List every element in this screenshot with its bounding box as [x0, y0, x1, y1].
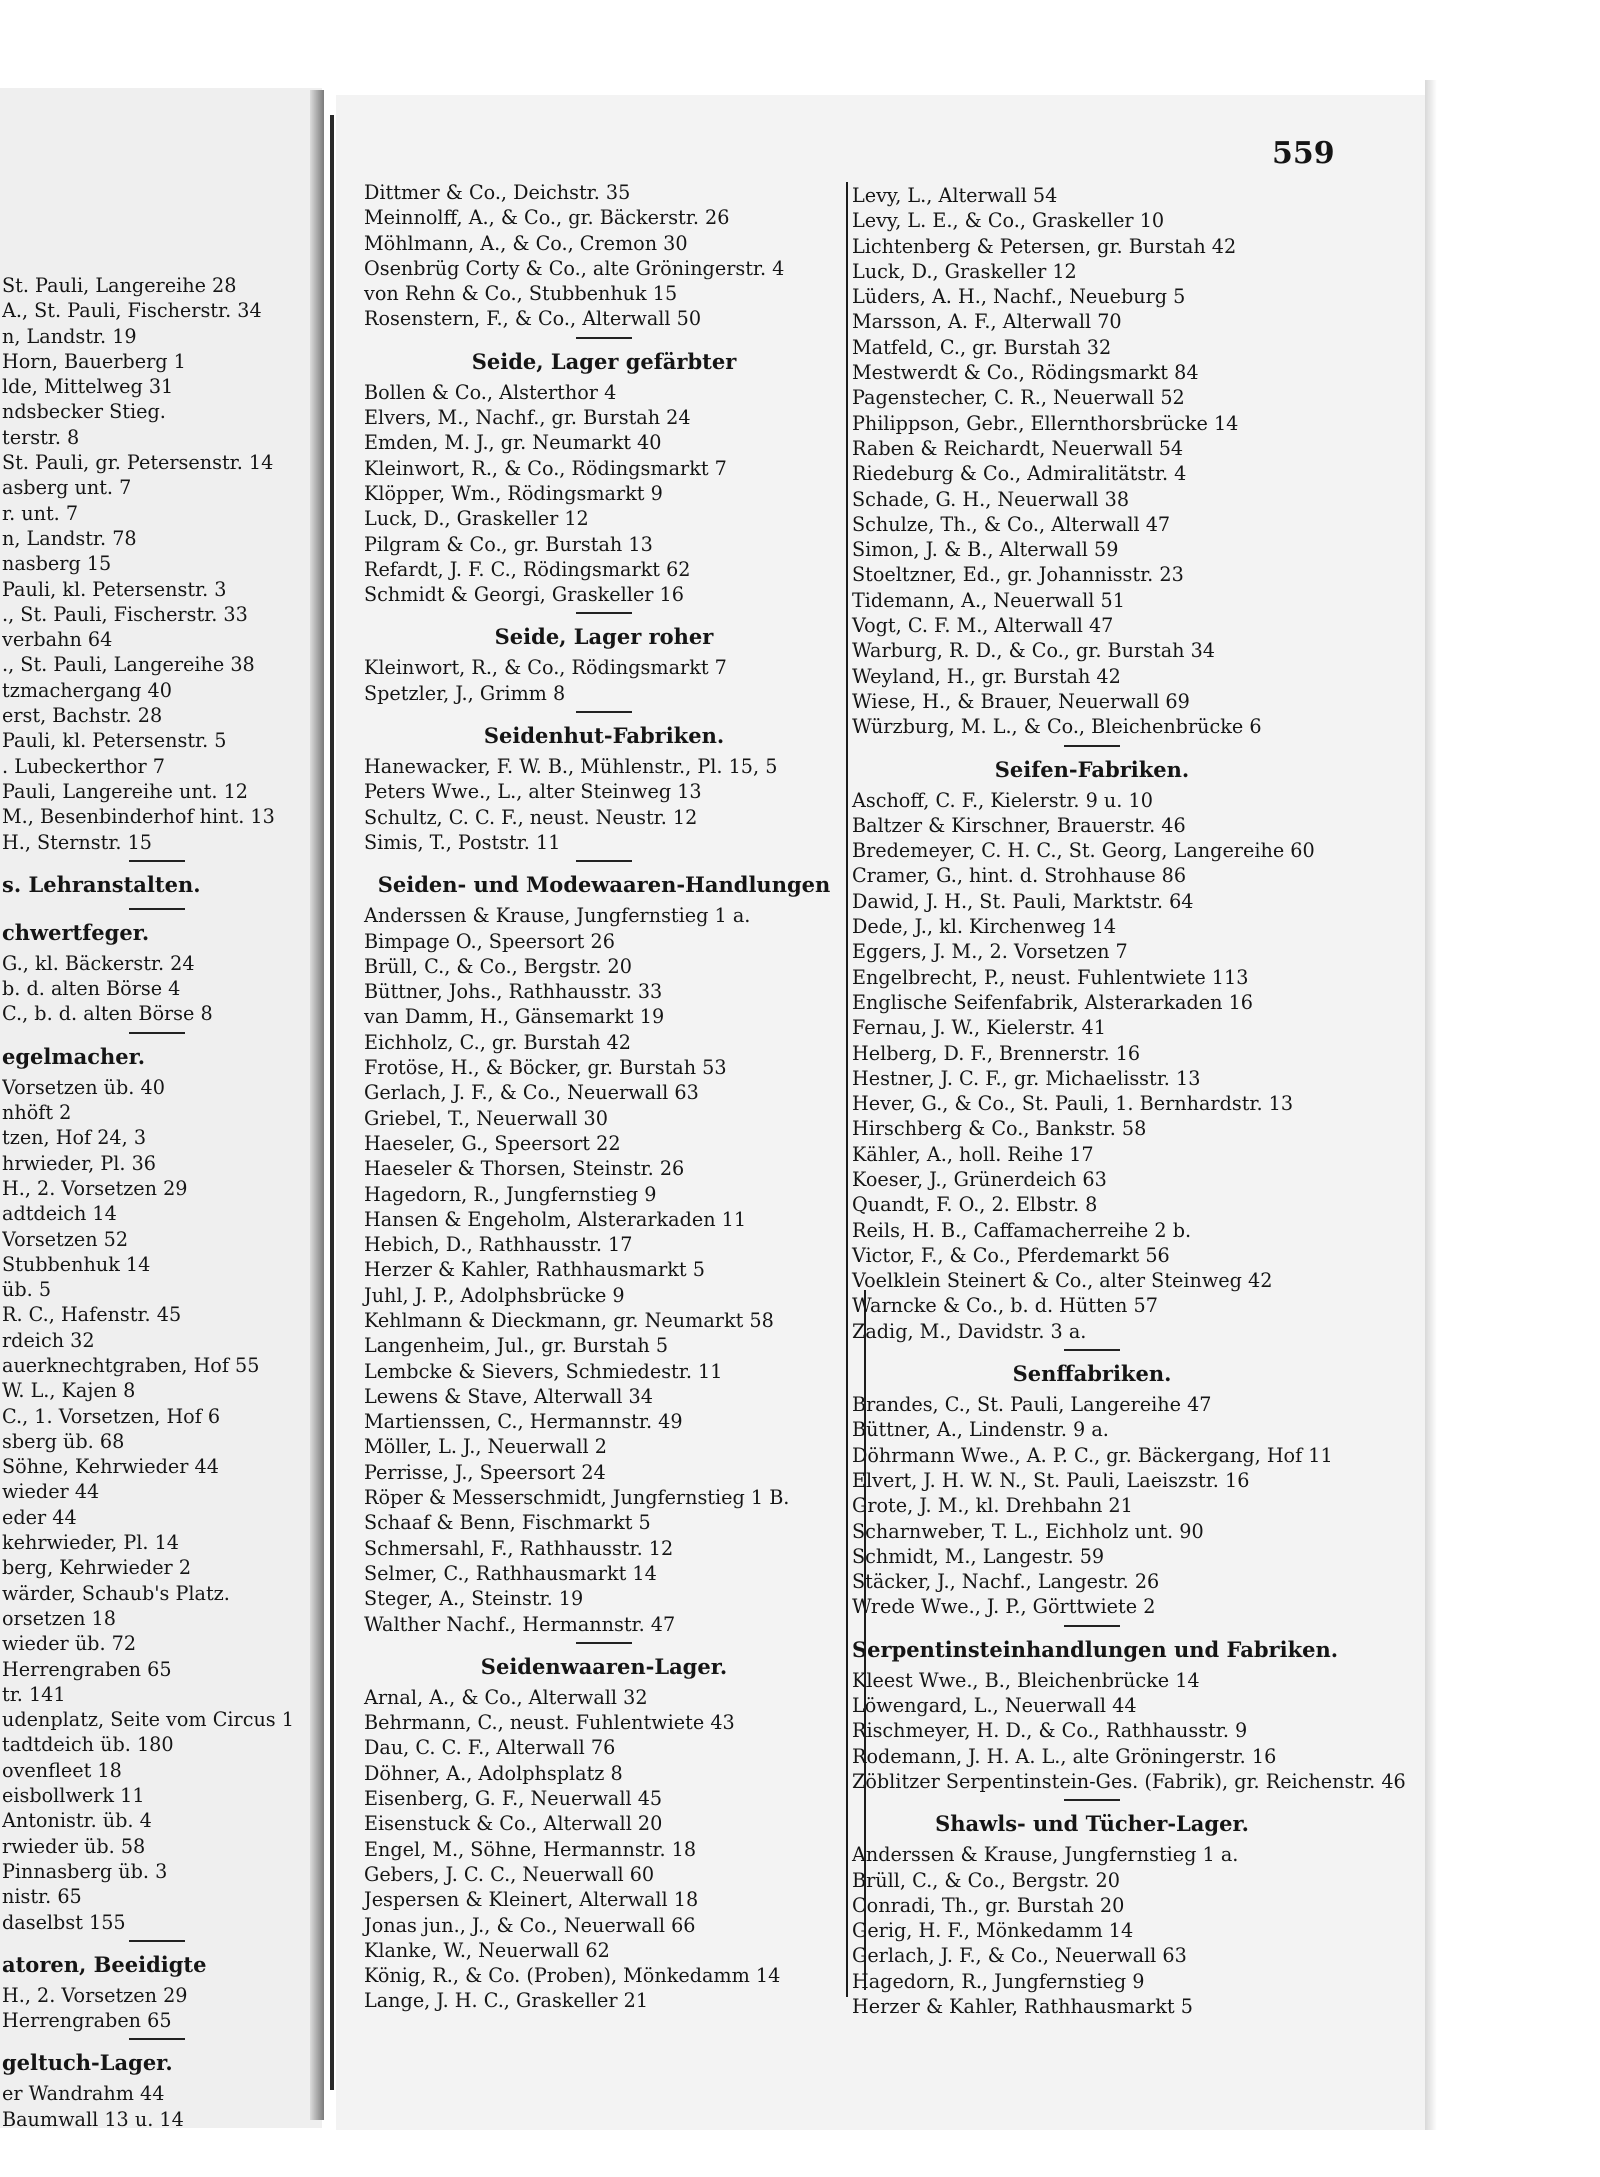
book-spine-shadow — [310, 90, 324, 2120]
directory-entry: Matfeld, C., gr. Burstah 32 — [852, 335, 1112, 359]
directory-entry: rwieder üb. 58 — [2, 1834, 146, 1858]
directory-entry: Röper & Messerschmidt, Jungfernstieg 1 B. — [364, 1486, 790, 1510]
directory-entry: Voelklein Steinert & Co., alter Steinweg 42 — [852, 1269, 1273, 1293]
directory-entry: Baumwall 13 u. 14 — [2, 2107, 184, 2128]
directory-entry: kehrwieder, Pl. 14 — [2, 1531, 179, 1555]
directory-entry: Brüll, C., & Co., Bergstr. 20 — [852, 1868, 1120, 1892]
directory-entry: Zöblitzer Serpentinstein-Ges. (Fabrik), gr. Reichenstr. 46 — [852, 1769, 1406, 1793]
directory-entry: Dau, C. C. F., Alterwall 76 — [364, 1736, 616, 1760]
directory-entry: Lange, J. H. C., Graskeller 21 — [364, 1989, 649, 2013]
section-divider — [2, 1935, 312, 1947]
section-divider — [364, 855, 844, 867]
section-heading: Seiden- und Modewaaren-Handlungen — [377, 872, 831, 898]
directory-entry: Martienssen, C., Hermannstr. 49 — [364, 1410, 683, 1434]
directory-entry: Bollen & Co., Alsterthor 4 — [364, 380, 617, 404]
right-column — [852, 183, 1406, 2019]
directory-entry: Jonas jun., J., & Co., Neuerwall 66 — [364, 1913, 696, 1937]
directory-entry: Wiese, H., & Brauer, Neuerwall 69 — [852, 689, 1190, 713]
directory-entry: Simis, T., Poststr. 11 — [364, 830, 561, 854]
directory-entry: Möller, L. J., Neuerwall 2 — [364, 1435, 607, 1459]
directory-entry: asberg unt. 7 — [2, 476, 132, 500]
directory-entry: Luck, D., Graskeller 12 — [364, 507, 589, 531]
directory-entry: Söhne, Kehrwieder 44 — [2, 1455, 219, 1479]
directory-entry: Pinnasberg üb. 3 — [2, 1859, 168, 1883]
directory-entry: Hagedorn, R., Jungfernstieg 9 — [364, 1182, 657, 1206]
directory-entry: Vorsetzen 52 — [2, 1227, 129, 1251]
directory-entry: Hansen & Engeholm, Alsterarkaden 11 — [364, 1207, 747, 1231]
section-heading: Seide, Lager roher — [494, 624, 714, 650]
directory-entry: Herrengraben 65 — [2, 2009, 172, 2033]
section-heading: geltuch-Lager. — [2, 2050, 173, 2076]
section-divider — [364, 332, 844, 344]
directory-entry: Schade, G. H., Neuerwall 38 — [852, 487, 1130, 511]
directory-entry: sberg üb. 68 — [2, 1429, 125, 1453]
directory-entry: lde, Mittelweg 31 — [2, 375, 174, 399]
directory-entry: Engelbrecht, P., neust. Fuhlentwiete 113 — [852, 965, 1249, 989]
directory-entry: udenplatz, Seite vom Circus 1 — [2, 1708, 294, 1732]
directory-entry: Emden, M. J., gr. Neumarkt 40 — [364, 431, 662, 455]
directory-entry: ndsbecker Stieg. — [2, 400, 166, 424]
directory-entry: Lüders, A. H., Nachf., Neueburg 5 — [852, 285, 1186, 309]
directory-entry: Jespersen & Kleinert, Alterwall 18 — [364, 1888, 699, 1912]
directory-entry: C., 1. Vorsetzen, Hof 6 — [2, 1404, 221, 1428]
directory-entry: Löwengard, L., Neuerwall 44 — [852, 1694, 1137, 1718]
section-heading: atoren, Beeidigte — [2, 1951, 207, 1977]
directory-entry: Pauli, kl. Petersenstr. 5 — [2, 729, 227, 753]
directory-entry: Haeseler, G., Speersort 22 — [364, 1131, 621, 1155]
directory-entry: Aschoff, C. F., Kielerstr. 9 u. 10 — [852, 788, 1153, 812]
directory-entry: Lichtenberg & Petersen, gr. Burstah 42 — [852, 234, 1237, 258]
directory-entry: Hanewacker, F. W. B., Mühlenstr., Pl. 15, 5 — [364, 755, 778, 779]
directory-entry: Klanke, W., Neuerwall 62 — [364, 1938, 610, 1962]
directory-entry: Hebich, D., Rathhausstr. 17 — [364, 1233, 633, 1257]
directory-entry: Stoeltzner, Ed., gr. Johannisstr. 23 — [852, 563, 1184, 587]
directory-entry: Würzburg, M. L., & Co., Bleichenbrücke 6 — [852, 715, 1262, 739]
directory-entry: Pauli, kl. Petersenstr. 3 — [2, 577, 227, 601]
directory-entry: G., kl. Bäckerstr. 24 — [2, 951, 195, 975]
directory-entry: Engel, M., Söhne, Hermannstr. 18 — [364, 1837, 697, 1861]
page-edge — [1425, 80, 1437, 2130]
directory-entry: Klöpper, Wm., Rödingsmarkt 9 — [364, 481, 663, 505]
section-divider — [364, 1637, 844, 1649]
directory-entry: berg, Kehrwieder 2 — [2, 1556, 192, 1580]
directory-entry: Döhrmann Wwe., A. P. C., gr. Bäckergang, Hof 11 — [852, 1443, 1333, 1467]
directory-entry: St. Pauli, gr. Petersenstr. 14 — [2, 451, 274, 475]
directory-entry: Pagenstecher, C. R., Neuerwall 52 — [852, 386, 1185, 410]
directory-entry: Eisenberg, G. F., Neuerwall 45 — [364, 1787, 663, 1811]
directory-entry: R. C., Hafenstr. 45 — [2, 1303, 182, 1327]
directory-entry: Hever, G., & Co., St. Pauli, 1. Bernhardstr. 13 — [852, 1092, 1294, 1116]
directory-entry: Osenbrüg Corty & Co., alte Gröningerstr. 4 — [364, 256, 785, 280]
directory-entry: Grote, J. M., kl. Drehbahn 21 — [852, 1494, 1133, 1518]
directory-entry: Peters Wwe., L., alter Steinweg 13 — [364, 780, 702, 804]
directory-entry: Schulze, Th., & Co., Alterwall 47 — [852, 512, 1171, 536]
directory-entry: Marsson, A. F., Alterwall 70 — [852, 310, 1122, 334]
directory-entry: n, Landstr. 78 — [2, 526, 137, 550]
directory-entry: Kleinwort, R., & Co., Rödingsmarkt 7 — [364, 656, 727, 680]
directory-entry: adtdeich 14 — [2, 1202, 117, 1226]
directory-entry: Luck, D., Graskeller 12 — [852, 259, 1077, 283]
directory-entry: Schmidt, M., Langestr. 59 — [852, 1544, 1105, 1568]
directory-entry: A., St. Pauli, Fischerstr. 34 — [2, 299, 262, 323]
directory-entry: Gerlach, J. F., & Co., Neuerwall 63 — [852, 1944, 1187, 1968]
directory-entry: Spetzler, J., Grimm 8 — [364, 681, 566, 705]
directory-entry: Weyland, H., gr. Burstah 42 — [852, 664, 1121, 688]
directory-entry: er Wandrahm 44 — [2, 2082, 165, 2106]
directory-entry: Schaaf & Benn, Fischmarkt 5 — [364, 1511, 651, 1535]
directory-entry: Warburg, R. D., & Co., gr. Burstah 34 — [852, 639, 1216, 663]
directory-entry: Gerig, H. F., Mönkedamm 14 — [852, 1919, 1134, 1943]
section-heading: chwertfeger. — [2, 919, 150, 945]
directory-entry: Cramer, G., hint. d. Strohhause 86 — [852, 864, 1187, 888]
directory-entry: Büttner, Johs., Rathhausstr. 33 — [364, 980, 663, 1004]
directory-entry: Mestwerdt & Co., Rödingsmarkt 84 — [852, 361, 1199, 385]
directory-entry: Vorsetzen üb. 40 — [2, 1075, 165, 1099]
section-heading: Seifen-Fabriken. — [994, 756, 1190, 782]
directory-entry: Riedeburg & Co., Admiralitätstr. 4 — [852, 462, 1187, 486]
middle-column — [364, 180, 844, 2014]
directory-entry: hrwieder, Pl. 36 — [2, 1151, 157, 1175]
directory-entry: Wrede Wwe., J. P., Görttwiete 2 — [852, 1595, 1156, 1619]
directory-entry: Conradi, Th., gr. Burstah 20 — [852, 1893, 1125, 1917]
directory-entry: St. Pauli, Langereihe 28 — [2, 274, 237, 297]
directory-entry: Rischmeyer, H. D., & Co., Rathhausstr. 9 — [852, 1719, 1248, 1743]
directory-entry: Philippson, Gebr., Ellernthorsbrücke 14 — [852, 411, 1239, 435]
directory-entry: Zadig, M., Davidstr. 3 a. — [852, 1319, 1087, 1343]
section-divider — [2, 903, 312, 915]
directory-entry: Kehlmann & Dieckmann, gr. Neumarkt 58 — [364, 1308, 774, 1332]
directory-entry: Kleinwort, R., & Co., Rödingsmarkt 7 — [364, 456, 727, 480]
section-heading: s. Lehranstalten. — [2, 871, 201, 897]
directory-entry: Lewens & Stave, Alterwall 34 — [364, 1384, 653, 1408]
directory-entry: Dittmer & Co., Deichstr. 35 — [364, 181, 631, 204]
page-number: 559 — [1272, 136, 1335, 171]
directory-entry: König, R., & Co. (Proben), Mönkedamm 14 — [364, 1964, 781, 1988]
directory-entry: W. L., Kajen 8 — [2, 1379, 136, 1403]
directory-entry: Refardt, J. F. C., Rödingsmarkt 62 — [364, 557, 691, 581]
directory-entry: Kleest Wwe., B., Bleichenbrücke 14 — [852, 1668, 1200, 1692]
directory-entry: nasberg 15 — [2, 552, 112, 576]
directory-entry: Stubbenhuk 14 — [2, 1252, 151, 1276]
directory-entry: Herrengraben 65 — [2, 1657, 172, 1681]
directory-entry: Fernau, J. W., Kielerstr. 41 — [852, 1016, 1106, 1040]
directory-entry: tadtdeich üb. 180 — [2, 1733, 174, 1757]
directory-entry: Simon, J. & B., Alterwall 59 — [852, 538, 1119, 562]
directory-entry: Tidemann, A., Neuerwall 51 — [852, 588, 1125, 612]
section-divider — [852, 1344, 1332, 1356]
directory-entry: Hirschberg & Co., Bankstr. 58 — [852, 1117, 1147, 1141]
directory-entry: eder 44 — [2, 1505, 77, 1529]
directory-entry: Büttner, A., Lindenstr. 9 a. — [852, 1418, 1109, 1442]
section-divider — [364, 706, 844, 718]
directory-entry: ., St. Pauli, Fischerstr. 33 — [2, 602, 248, 626]
section-divider — [2, 2033, 312, 2045]
section-heading: Seidenhut-Fabriken. — [483, 723, 725, 749]
directory-entry: Döhner, A., Adolphsplatz 8 — [364, 1761, 623, 1785]
directory-entry: C., b. d. alten Börse 8 — [2, 1002, 213, 1026]
directory-entry: Pauli, Langereihe unt. 12 — [2, 779, 249, 803]
directory-entry: Vogt, C. F. M., Alterwall 47 — [852, 614, 1114, 638]
directory-entry: tzmachergang 40 — [2, 678, 172, 702]
section-divider — [2, 1027, 312, 1039]
directory-entry: Anderssen & Krause, Jungfernstieg 1 a. — [364, 904, 751, 928]
directory-entry: von Rehn & Co., Stubbenhuk 15 — [364, 282, 678, 306]
directory-entry: Schmidt & Georgi, Graskeller 16 — [364, 583, 684, 607]
directory-entry: Herzer & Kahler, Rathhausmarkt 5 — [852, 1995, 1193, 2018]
directory-entry: wärder, Schaub's Platz. — [2, 1581, 230, 1605]
directory-entry: nhöft 2 — [2, 1101, 72, 1125]
section-divider — [852, 740, 1332, 752]
directory-entry: eisbollwerk 11 — [2, 1784, 145, 1808]
directory-entry: Behrmann, C., neust. Fuhlentwiete 43 — [364, 1711, 735, 1735]
directory-entry: tzen, Hof 24, 3 — [2, 1126, 147, 1150]
directory-entry: Möhlmann, A., & Co., Cremon 30 — [364, 231, 688, 255]
directory-entry: H., 2. Vorsetzen 29 — [2, 1176, 188, 1200]
directory-entry: Bredemeyer, C. H. C., St. Georg, Langereihe 60 — [852, 839, 1315, 863]
directory-entry: Steger, A., Steinstr. 19 — [364, 1587, 584, 1611]
directory-entry: Herzer & Kahler, Rathhausmarkt 5 — [364, 1258, 705, 1282]
directory-entry: H., Sternstr. 15 — [2, 830, 153, 854]
directory-entry: auerknechtgraben, Hof 55 — [2, 1353, 260, 1377]
section-divider — [364, 607, 844, 619]
directory-entry: Frotöse, H., & Böcker, gr. Burstah 53 — [364, 1056, 727, 1080]
directory-entry: üb. 5 — [2, 1278, 52, 1302]
directory-entry: Englische Seifenfabrik, Alsterarkaden 16 — [852, 990, 1253, 1014]
directory-entry: Perrisse, J., Speersort 24 — [364, 1460, 606, 1484]
directory-entry: Levy, L. E., & Co., Graskeller 10 — [852, 209, 1165, 233]
directory-entry: erst, Bachstr. 28 — [2, 704, 163, 728]
directory-entry: orsetzen 18 — [2, 1606, 116, 1630]
directory-entry: Scharnweber, T. L., Eichholz unt. 90 — [852, 1519, 1204, 1543]
directory-entry: Griebel, T., Neuerwall 30 — [364, 1106, 608, 1130]
directory-entry: Reils, H. B., Caffamacherreihe 2 b. — [852, 1218, 1192, 1242]
directory-entry: rdeich 32 — [2, 1328, 95, 1352]
left-page — [0, 88, 322, 2128]
section-heading: Shawls- und Tücher-Lager. — [935, 1811, 1249, 1837]
directory-entry: Lembcke & Sievers, Schmiedestr. 11 — [364, 1359, 723, 1383]
section-heading: egelmacher. — [2, 1043, 146, 1069]
directory-entry: wieder üb. 72 — [2, 1632, 137, 1656]
directory-entry: Quandt, F. O., 2. Elbstr. 8 — [852, 1193, 1098, 1217]
directory-entry: H., 2. Vorsetzen 29 — [2, 1983, 188, 2007]
directory-entry: Kähler, A., holl. Reihe 17 — [852, 1142, 1094, 1166]
directory-entry: Arnal, A., & Co., Alterwall 32 — [364, 1685, 648, 1709]
directory-entry: Gerlach, J. F., & Co., Neuerwall 63 — [364, 1081, 699, 1105]
directory-entry: Brandes, C., St. Pauli, Langereihe 47 — [852, 1393, 1212, 1417]
column-rule-middle — [846, 182, 848, 1997]
section-heading: Serpentinsteinhandlungen und Fabriken. — [852, 1636, 1339, 1662]
directory-entry: Hestner, J. C. F., gr. Michaelisstr. 13 — [852, 1066, 1201, 1090]
directory-entry: r. unt. 7 — [2, 501, 79, 525]
directory-entry: Gebers, J. C. C., Neuerwall 60 — [364, 1862, 655, 1886]
directory-entry: Anderssen & Krause, Jungfernstieg 1 a. — [852, 1843, 1239, 1867]
directory-entry: terstr. 8 — [2, 425, 80, 449]
left-page-column — [2, 273, 312, 2128]
directory-entry: Elvert, J. H. W. N., St. Pauli, Laeiszstr. 16 — [852, 1468, 1250, 1492]
directory-entry: daselbst 155 — [2, 1910, 126, 1934]
directory-entry: Raben & Reichardt, Neuerwall 54 — [852, 436, 1184, 460]
directory-entry: Baltzer & Kirschner, Brauerstr. 46 — [852, 813, 1186, 837]
directory-entry: ovenfleet 18 — [2, 1758, 122, 1782]
section-heading: Senffabriken. — [1012, 1361, 1172, 1387]
directory-entry: Elvers, M., Nachf., gr. Burstah 24 — [364, 406, 691, 430]
directory-entry: van Damm, H., Gänsemarkt 19 — [364, 1005, 665, 1029]
section-heading: Seide, Lager gefärbter — [471, 348, 737, 374]
directory-entry: Rodemann, J. H. A. L., alte Gröningerstr. 16 — [852, 1744, 1277, 1768]
directory-entry: Eggers, J. M., 2. Vorsetzen 7 — [852, 940, 1128, 964]
directory-entry: Juhl, J. P., Adolphsbrücke 9 — [364, 1283, 625, 1307]
directory-entry: Victor, F., & Co., Pferdemarkt 56 — [852, 1243, 1170, 1267]
directory-entry: b. d. alten Börse 4 — [2, 977, 181, 1001]
directory-entry: Antonistr. üb. 4 — [2, 1809, 152, 1833]
section-divider — [2, 855, 312, 867]
directory-entry: ., St. Pauli, Langereihe 38 — [2, 653, 255, 677]
directory-entry: Meinnolff, A., & Co., gr. Bäckerstr. 26 — [364, 206, 730, 230]
directory-entry: Hagedorn, R., Jungfernstieg 9 — [852, 1969, 1145, 1993]
section-divider — [852, 1794, 1332, 1806]
directory-entry: Dawid, J. H., St. Pauli, Marktstr. 64 — [852, 889, 1194, 913]
directory-entry: Koeser, J., Grünerdeich 63 — [852, 1167, 1107, 1191]
directory-entry: Walther Nachf., Hermannstr. 47 — [364, 1612, 676, 1636]
directory-entry: M., Besenbinderhof hint. 13 — [2, 805, 275, 829]
directory-entry: Warncke & Co., b. d. Hütten 57 — [852, 1294, 1158, 1318]
section-heading: Seidenwaaren-Lager. — [480, 1653, 728, 1679]
directory-entry: Helberg, D. F., Brennerstr. 16 — [852, 1041, 1141, 1065]
directory-entry: Langenheim, Jul., gr. Burstah 5 — [364, 1334, 669, 1358]
directory-entry: Levy, L., Alterwall 54 — [852, 184, 1058, 207]
directory-entry: . Lubeckerthor 7 — [2, 754, 165, 778]
directory-entry: verbahn 64 — [2, 628, 113, 652]
directory-entry: n, Landstr. 19 — [2, 324, 137, 348]
directory-entry: Dede, J., kl. Kirchenweg 14 — [852, 915, 1117, 939]
directory-entry: Stäcker, J., Nachf., Langestr. 26 — [852, 1570, 1160, 1594]
directory-entry: wieder 44 — [2, 1480, 100, 1504]
directory-entry: Bimpage O., Speersort 26 — [364, 929, 615, 953]
book-gutter — [330, 115, 334, 2090]
directory-entry: tr. 141 — [2, 1682, 66, 1706]
directory-entry: Selmer, C., Rathhausmarkt 14 — [364, 1561, 657, 1585]
directory-entry: nistr. 65 — [2, 1885, 82, 1909]
directory-entry: Rosenstern, F., & Co., Alterwall 50 — [364, 307, 702, 331]
directory-entry: Horn, Bauerberg 1 — [2, 349, 186, 373]
directory-entry: Brüll, C., & Co., Bergstr. 20 — [364, 954, 632, 978]
section-divider — [852, 1620, 1332, 1632]
directory-entry: Pilgram & Co., gr. Burstah 13 — [364, 532, 653, 556]
directory-entry: Schmersahl, F., Rathhausstr. 12 — [364, 1536, 674, 1560]
directory-entry: Eichholz, C., gr. Burstah 42 — [364, 1030, 631, 1054]
directory-entry: Schultz, C. C. F., neust. Neustr. 12 — [364, 805, 698, 829]
directory-entry: Eisenstuck & Co., Alterwall 20 — [364, 1812, 663, 1836]
directory-entry: Haeseler & Thorsen, Steinstr. 26 — [364, 1157, 685, 1181]
